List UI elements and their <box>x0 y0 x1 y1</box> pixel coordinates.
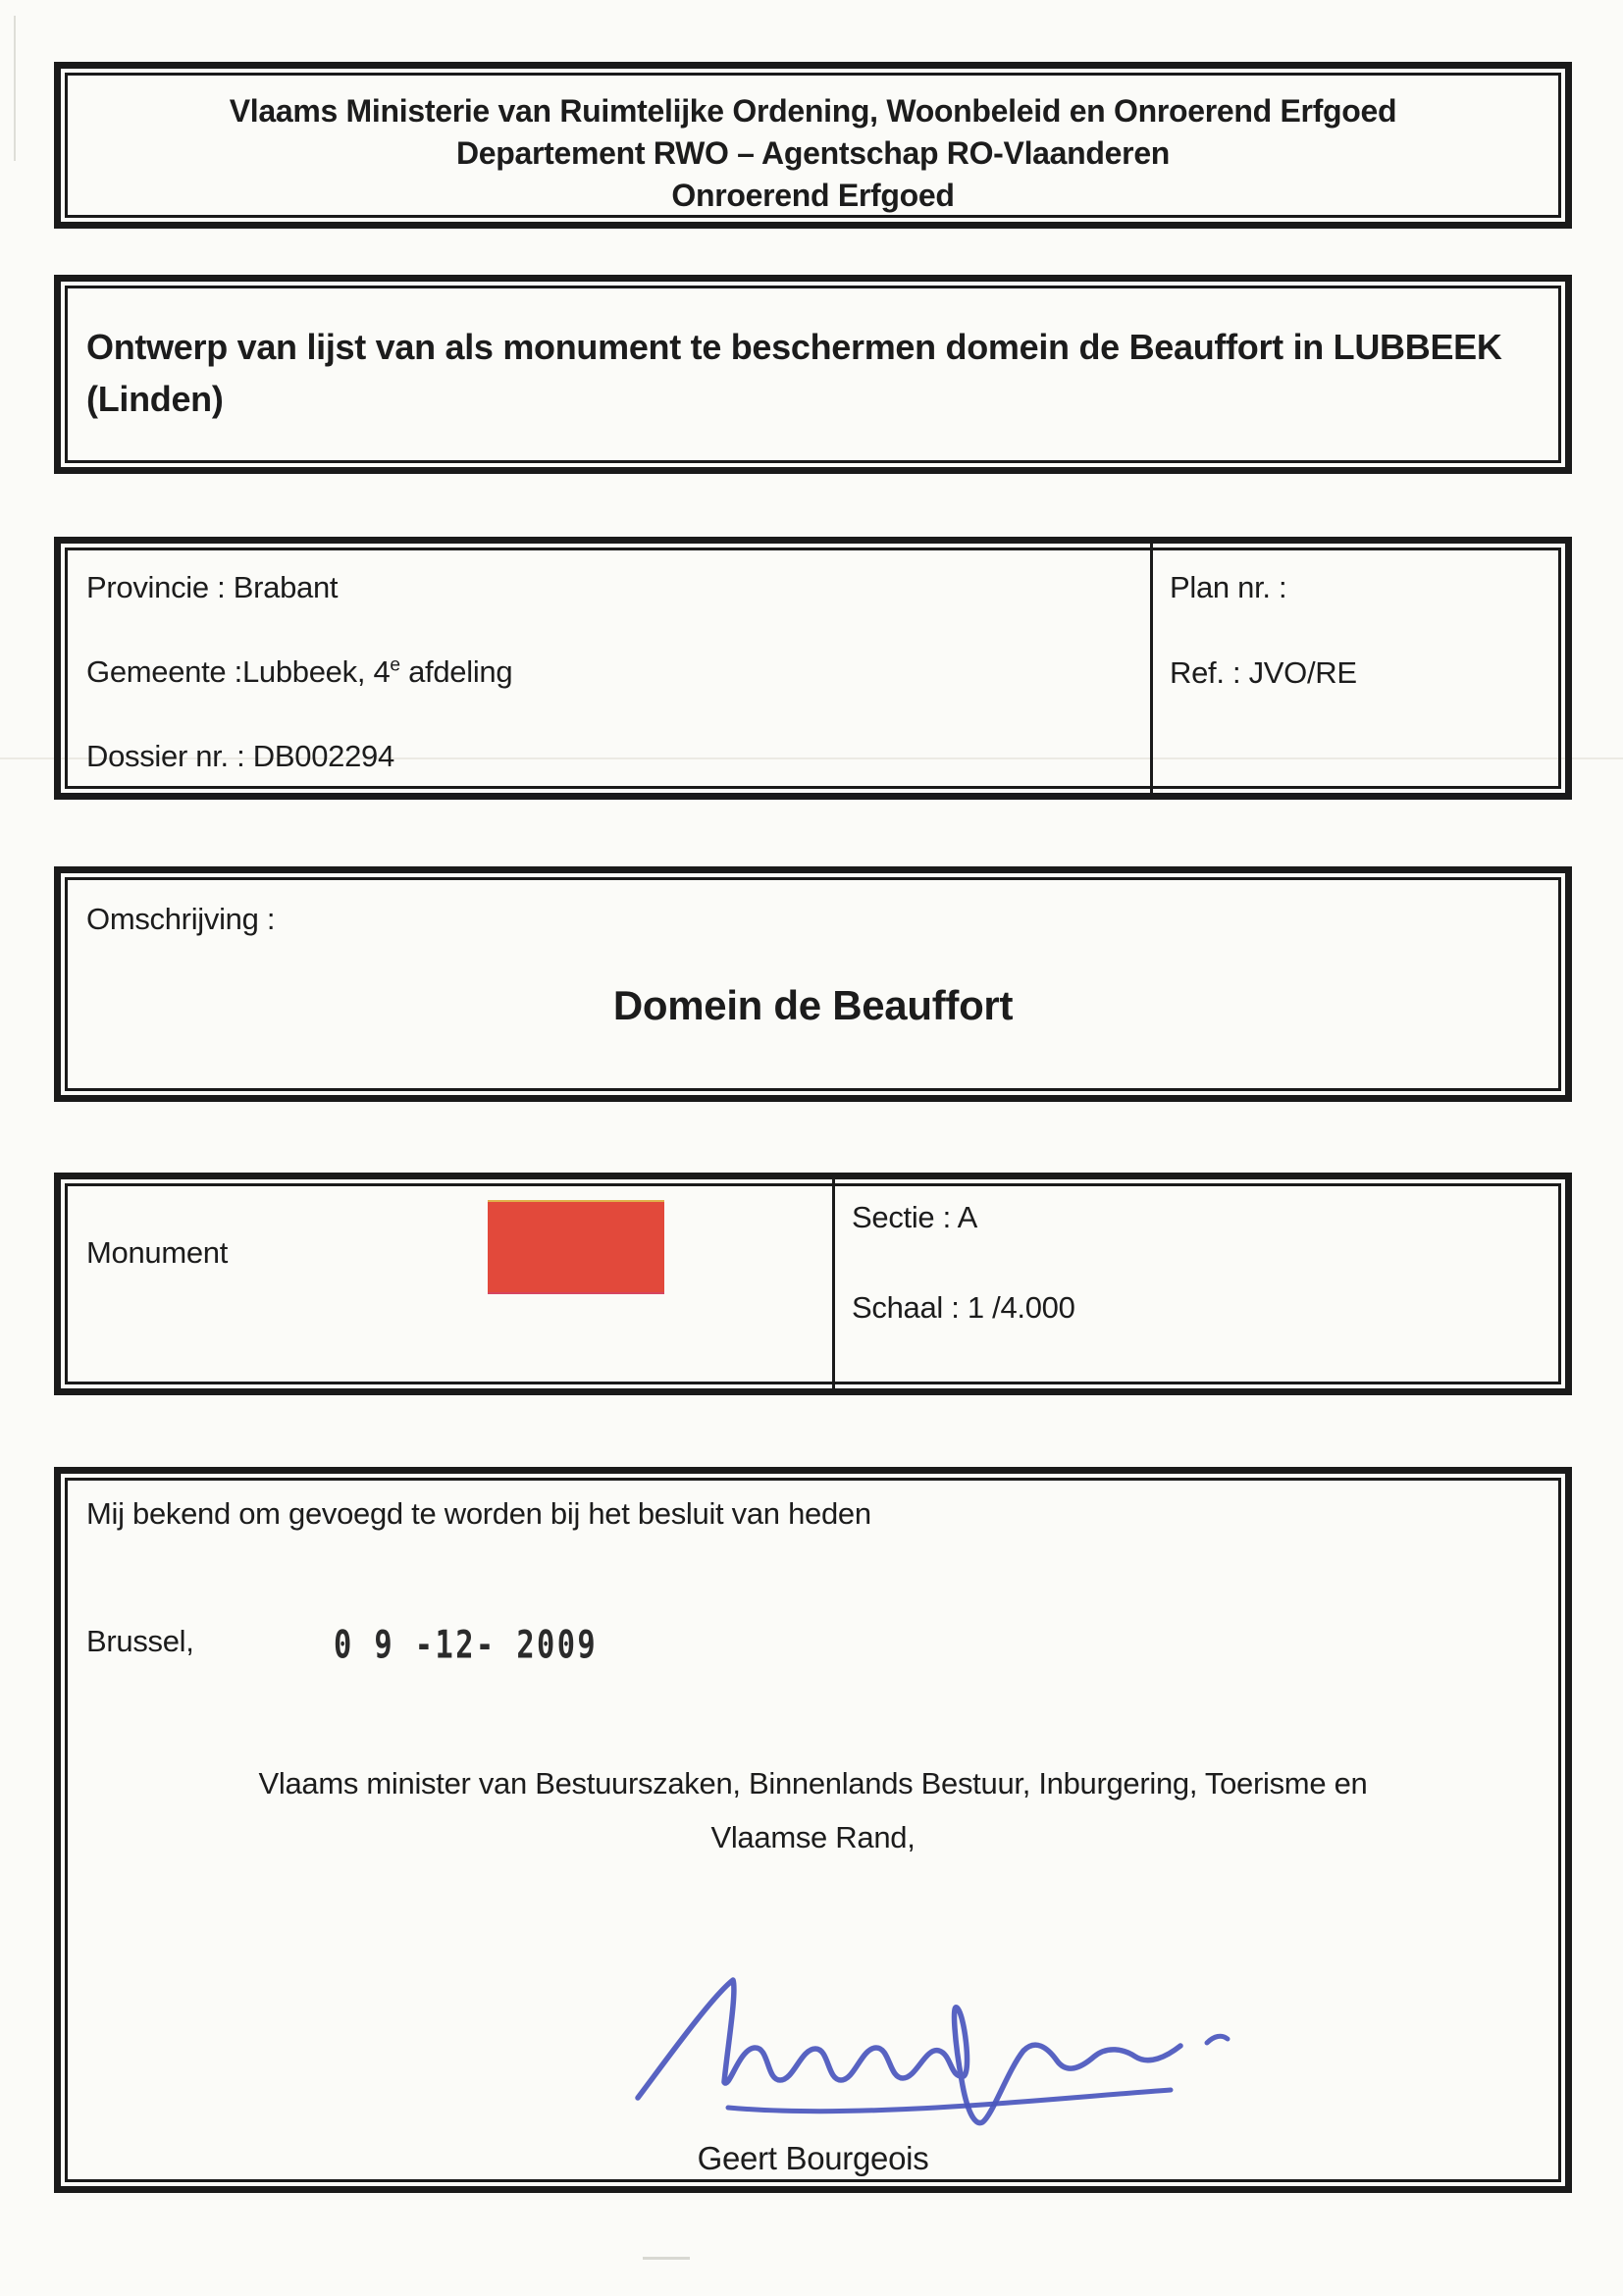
sectie-field: Sectie : A <box>852 1200 977 1234</box>
date-stamp: 0 9 -12- 2009 <box>334 1623 599 1667</box>
ministry-line-3: Onroerend Erfgoed <box>671 178 955 213</box>
plan-field: Plan nr. : <box>1170 570 1287 604</box>
scan-artifact-dash <box>643 2257 690 2260</box>
municipality-superscript: e <box>390 654 400 676</box>
dossier-field: Dossier nr. : DB002294 <box>86 739 394 773</box>
schaal-field: Schaal : 1 /4.000 <box>852 1290 1075 1325</box>
monument-label: Monument <box>86 1235 229 1270</box>
omschrijving-label: Omschrijving : <box>86 902 276 936</box>
signature-underline <box>728 2090 1171 2112</box>
title-box <box>54 275 1572 474</box>
signer-name: Geert Bourgeois <box>697 2140 929 2176</box>
minister-title-line-1: Vlaams minister van Bestuurszaken, Binnenlands Bestuur, Inburgering, Toerisme en <box>258 1766 1368 1800</box>
ref-field: Ref. : JVO/RE <box>1170 655 1357 690</box>
monument-box-divider <box>832 1179 835 1388</box>
omschrijving-box <box>54 866 1572 1102</box>
domain-name: Domein de Beauffort <box>612 982 1014 1028</box>
minister-title <box>61 1756 1565 1864</box>
municipality-field <box>86 653 512 690</box>
municipality-suffix: afdeling <box>399 654 513 689</box>
signature-stroke <box>638 1980 1180 2123</box>
ministry-line-1: Vlaams Ministerie van Ruimtelijke Ordening, Woonbeleid en Onroerend Erfgoed <box>229 93 1397 129</box>
document-title: Ontwerp van lijst van als monument te beschermen domein de Beauffort in LUBBEEK (Linden) <box>86 327 1502 419</box>
monument-legend-swatch <box>488 1200 664 1294</box>
province-field: Provincie : Brabant <box>86 570 339 604</box>
header-box <box>54 62 1572 229</box>
minister-title-line-2: Vlaamse Rand, <box>710 1820 916 1854</box>
approval-box <box>54 1467 1572 2193</box>
info-box-divider <box>1150 544 1153 793</box>
monument-box <box>54 1173 1572 1395</box>
signature-image <box>564 1953 1310 2164</box>
scan-artifact-edge <box>14 16 16 161</box>
municipality-text: Gemeente :Lubbeek, 4 <box>86 654 391 689</box>
signature-tick <box>1207 2036 1228 2043</box>
ministry-line-2: Departement RWO – Agentschap RO-Vlaanderen <box>455 135 1171 171</box>
info-box <box>54 537 1572 800</box>
ministry-header <box>61 90 1565 217</box>
statement-text: Mij bekend om gevoegd te worden bij het besluit van heden <box>86 1496 871 1531</box>
city-label: Brussel, <box>86 1624 194 1658</box>
